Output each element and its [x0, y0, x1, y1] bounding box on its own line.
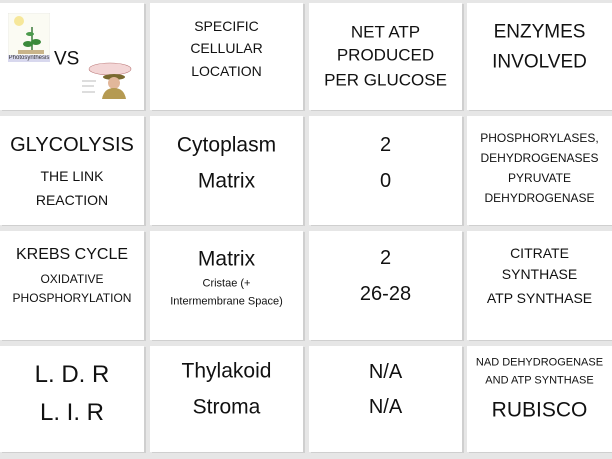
- location-text: Cytoplasm: [176, 133, 277, 157]
- stage-name: THE LINK: [40, 168, 104, 184]
- location-text: Thylakoid: [181, 359, 272, 383]
- location-text: Cristae (+: [202, 277, 251, 290]
- header-text: LOCATION: [191, 63, 262, 79]
- enzyme-text: AND ATP SYNTHASE: [485, 374, 594, 387]
- atp-value: 26-28: [359, 283, 412, 305]
- sergeant-cartoon-icon: [80, 61, 132, 99]
- stage-cell: [0, 231, 144, 340]
- enzyme-text: PYRUVATE: [508, 171, 571, 185]
- stage-name: OXIDATIVE: [40, 272, 104, 286]
- header-location: [150, 3, 303, 110]
- stage-name: REACTION: [35, 192, 109, 208]
- vs-label: VS: [54, 48, 80, 70]
- stage-name: L. I. R: [39, 399, 105, 426]
- header-image-cell: [0, 3, 144, 110]
- header-text: PER GLUCOSE: [324, 70, 447, 90]
- stage-cell: [0, 116, 144, 225]
- stage-name: GLYCOLYSIS: [10, 134, 134, 156]
- enzyme-text: DEHYDROGENASE: [484, 191, 595, 205]
- stage-name: PHOSPHORYLATION: [12, 291, 132, 305]
- header-text: CELLULAR: [190, 40, 263, 56]
- header-enzymes: [467, 3, 612, 110]
- atp-value: N/A: [368, 396, 403, 418]
- header-text: INVOLVED: [492, 51, 587, 73]
- stage-cell: [0, 346, 144, 452]
- enzyme-text: ATP SYNTHASE: [486, 290, 593, 306]
- enzyme-text: RUBISCO: [491, 398, 588, 422]
- enzyme-text: PHOSPHORYLASES,: [480, 131, 599, 145]
- atp-value: 0: [379, 170, 392, 192]
- location-cell: [150, 231, 303, 340]
- location-text: Stroma: [192, 395, 261, 419]
- header-text: ENZYMES: [493, 21, 586, 43]
- enzyme-text: DEHYDROGENASES: [480, 151, 599, 165]
- header-text: SPECIFIC: [194, 18, 259, 34]
- enzymes-cell: [467, 116, 612, 225]
- enzyme-text: NAD DEHYDROGENASE: [475, 356, 604, 369]
- atp-value: N/A: [368, 361, 403, 383]
- location-text: Matrix: [197, 169, 256, 193]
- enzyme-text: SYNTHASE: [501, 266, 578, 282]
- atp-cell: [309, 346, 462, 452]
- atp-value: 2: [379, 134, 392, 156]
- atp-value: 2: [379, 247, 392, 269]
- location-text: Intermembrane Space): [170, 295, 283, 308]
- header-atp: [309, 3, 462, 110]
- atp-cell: [309, 116, 462, 225]
- enzymes-cell: [467, 231, 612, 340]
- enzymes-cell: [467, 346, 612, 452]
- enzyme-text: CITRATE: [510, 245, 569, 261]
- stage-name: L. D. R: [34, 361, 110, 388]
- stage-name: KREBS CYCLE: [15, 246, 129, 263]
- location-text: Matrix: [197, 247, 256, 271]
- header-text: PRODUCED: [336, 45, 435, 65]
- atp-cell: [309, 231, 462, 340]
- photosynthesis-caption: Photosynthesis: [8, 55, 50, 61]
- location-cell: [150, 116, 303, 225]
- location-cell: [150, 346, 303, 452]
- header-text: NET ATP: [350, 22, 421, 42]
